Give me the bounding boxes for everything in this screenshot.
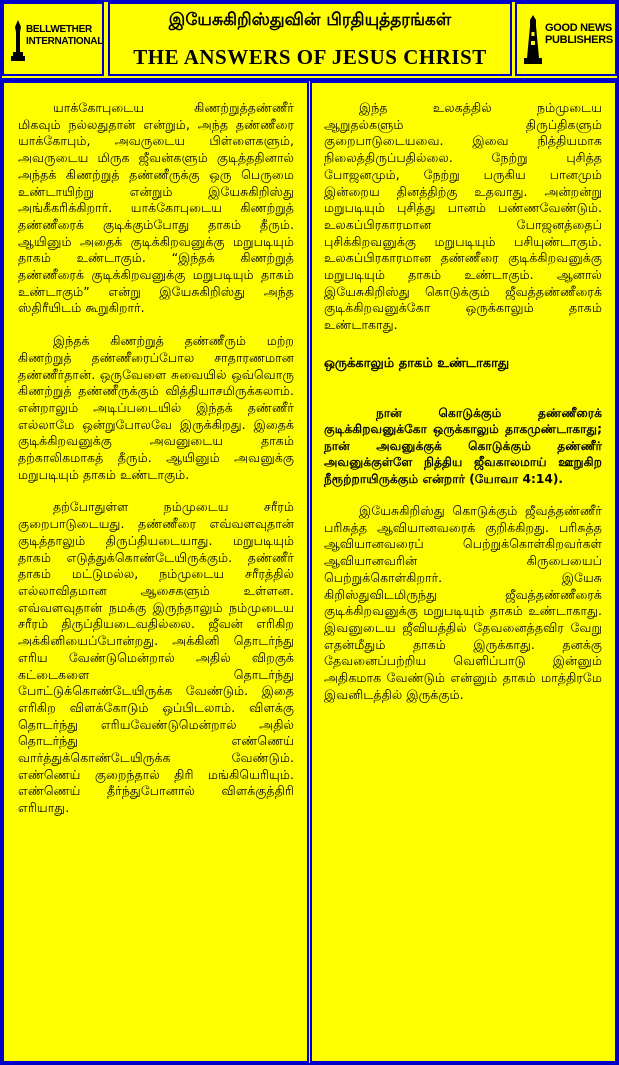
bellwether-logo [2, 2, 104, 76]
left-column [2, 81, 309, 1063]
right-paragraph-1: இந்த உலகத்தில் நம்முடைய ஆறுதல்களும் திருப்திகளும் குறைபாடுடையவை. இவை நித்தியமாக நிலைத்திருப்பதில்லை. நேற்று புசித்த போஜனமும், நேற்று பருகிய பானமும் இன்றைய தினத்திற்கு உதவாது. அன்றன்று மறுபடியும் புசித்து பானம் பண்ணவேண்டும். உலகப்பிரகாரமான போஜனத்தைப் புசிக்கிறவனுக்கு மறுபடியும் பசியுண்டாகும். உலகப்பிரகாரமான தண்ணீரை குடிக்கிறவனுக்கு மறுபடியும் தாகம் உண்டாகும். ஆனால் இயேசுகிறிஸ்து கொடுக்கும் ஜீவத்தண்ணீரைக் குடிக்கிறவனுக்கோ ஒருக்காலும் தாகம் உண்டாகாது. [324, 100, 602, 333]
title-box [108, 2, 512, 76]
section-heading: ஒருக்காலும் தாகம் உண்டாகாது [324, 355, 510, 371]
good-news-line2: PUBLISHERS [545, 34, 613, 46]
bellwether-line2: INTERNATIONAL [26, 36, 104, 47]
left-paragraph-3: தற்போதுள்ள நம்முடைய சரீரம் குறைபாடுடையது. தண்ணீரை எவ்வளவுதான் குடித்தாலும் திருப்தியடையாது. மறுபடியும் தாகம் எடுத்துக்கொண்டேயிருக்கும். தண்ணீர் தாகம் மட்டுமல்ல, நம்முடைய சரீரத்தில் எல்லாவிதமான ஆசைகளும் உள்ளன. எவ்வளவுதான் நமக்கு இருந்தாலும் நம்முடைய சரீரம் திருப்தியடைவதில்லை. ஜீவன் எரிகிற அக்கினியைப்போன்றது. அக்கினி தொடர்ந்து எரிய வேண்டுமென்றால் அதில் விறகுக் கட்டைகளை தொடர்ந்து போட்டுக்கொண்டேயிருக்க வேண்டும். இதை எரிகிற விளக்கோடும் ஒப்பிடலாம். விளக்கு தொடர்ந்து எரியவேண்டுமென்றால் அதில் தொடர்ந்து எண்ணெய் வார்த்துக்கொண்டேயிருக்க வேண்டும். எண்ணெய் குறைந்தால் திரி மங்கியெரியும். எண்ணெய் தீர்ந்துபோனால் விளக்குத்திரி எரியாது. [18, 499, 294, 816]
right-paragraph-2: இயேசுகிறிஸ்து கொடுக்கும் ஜீவத்தண்ணீர் பரிசுத்த ஆவியானவரைக் குறிக்கிறது. பரிசுத்த ஆவியானவரைப் பெற்றுக்கொள்கிறவர்கள் ஆவியானவரின் கிருபையைப் பெற்றுக்கொள்கிறார். இயேசு கிறிஸ்துவிடமிருந்து ஜீவத்தண்ணீரைக் குடிக்கிறவனுக்கு மறுபடியும் தாகம் உண்டாகாது. இவனுடைய ஜீவியத்தில் தேவனைத்தவிர வேறு எதன்மீதும் தாகம் இருக்காது. தனக்கு தேவனைப்பற்றிய வெளிப்பாடு இன்னும் அதிகமாக வேண்டும் என்னும் தாகம் மாத்திரமே இவனிடத்தில் இருக்கும். [324, 503, 602, 702]
tamil-title: இயேசுகிறிஸ்துவின் பிரதியுத்தரங்கள் [168, 10, 452, 30]
left-column-text [18, 100, 294, 833]
good-news-line1: GOOD NEWS [545, 22, 612, 34]
scripture-verse: நான் கொடுக்கும் தண்ணீரைக் குடிக்கிறவனுக்கோ ஒருக்காலும் தாகமுண்டாகாது; நான் அவனுக்குக் கொடுக்கும் தண்ணீர் அவனுக்குள்ளே நித்திய ஜீவகாலமாய் ஊறுகிற நீரூற்றாயிருக்கும் என்றார் (யோவா 4:14). [324, 405, 602, 486]
bellwether-line1: BELLWETHER [26, 24, 92, 35]
english-title: THE ANSWERS OF JESUS CHRIST [133, 45, 487, 69]
bellwether-logo-text [26, 24, 104, 48]
good-news-logo-text [545, 22, 615, 46]
right-column [310, 81, 617, 1063]
left-paragraph-1: யாக்கோபுடைய கிணற்றுத்தண்ணீர் மிகவும் நல்லதுதான் என்றும், அந்த தண்ணீரை யாக்கோபும், அவருடைய பிள்ளைகளும், அவருடைய மிருக ஜீவன்களும் குடித்ததினால் அந்தக் கிணற்றுத் தண்ணீருக்கு ஒரு பெருமை உண்டாயிற்று என்றும் இயேசுகிறிஸ்து அங்கீகரிக்கிறார். யாக்கோபுடைய கிணற்றுத் தண்ணீரைக் குடிக்கும்போது தாகம் தீரும். ஆயினும் அதைக் குடிக்கிறவனுக்கு மறுபடியும் தாகம் உண்டாகும். “இந்தக் கிணற்றுத் தண்ணீரைக் குடிக்கிறவனுக்கு மறுபடியும் தாகம் உண்டாகும்” என்று இயேசுகிறிஸ்து அந்த ஸ்திரீயிடம் கூறுகிறார். [18, 100, 294, 316]
right-column-text [324, 100, 602, 719]
header [0, 0, 619, 78]
good-news-lighthouse-icon [523, 14, 543, 68]
left-paragraph-2: இந்தக் கிணற்றுத் தண்ணீரும் மற்ற கிணற்றுத் தண்ணீரைப்போல சாதாரணமான தண்ணீர்தான். ஒருவேளை சுவையில் ஒவ்வொரு கிணற்றுத் தண்ணீருக்கும் வித்தியாசமிருக்கலாம். என்றாலும் அடிப்படையில் இந்தக் தண்ணீர் எல்லாமே ஒன்றுபோலவே இருக்கிறது. இதைக் குடிக்கிறவனுக்கு அவனுடைய தாகம் தற்காலிகமாகத் தீரும். ஆயினும் அவனுக்கு மறுபடியும் தாகம் உண்டாகும். [18, 333, 294, 482]
bellwether-torch-icon [10, 18, 26, 64]
good-news-logo [515, 2, 617, 76]
